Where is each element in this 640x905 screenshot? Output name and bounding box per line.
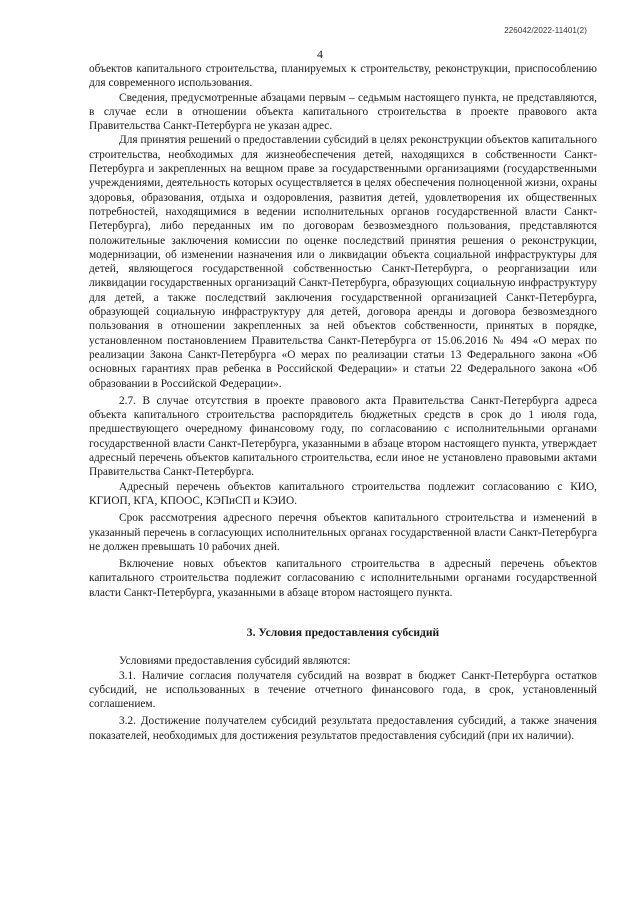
- paragraph-children-objects: Для принятия решений о предоставлении субсидий в целях реконструкции объектов капитального строительства, необходимых для жизнеобеспечения детей, находящихся в собственности Санкт-Петербурга и закрепленных на вещном праве за государственными организациями (государственными учреждениями, деятельность которых осуществляется в целях обеспечения полноценной жизни, охраны здоровья, образования, отдыха и оздоровления, развития детей, удовлетворения их общественных потребностей, находящимися в ведении исполнительных органов государственной власти Санкт-Петербурга), либо переданных им по договорам безвозмездного пользования, представляются положительные заключения комиссии по оценке последствий принятия решения о реконструкции, модернизации, об изменении назначения или о ликвидации объекта социальной инфраструктуры для детей, являющегося государственной собственностью Санкт-Петербурга, о реорганизации или ликвидации государственных организаций Санкт-Петербурга, образующих социальную инфраструктуру для детей, а также последствий заключения государственной организацией Санкт-Петербурга, образующей социальную инфраструктуру для детей, договора аренды и договора безвозмездного пользования в отношении закрепленных за ней объектов собственности, принятых в порядке, установленном постановлением Правительства Санкт-Петербурга от 15.06.2016 № 494 «О мерах по реализации Закона Санкт-Петербурга «О мерах по реализации статьи 13 Федерального закона «Об основных гарантиях прав ребенка в Российской Федерации» и статьи 22 Федерального закона «Об образовании в Российской Федерации».: [89, 134, 597, 390]
- section-title: 3. Условия предоставления субсидий: [246, 625, 440, 639]
- document-body: [89, 62, 597, 743]
- paragraph-3-2: 3.2. Достижение получателем субсидий результата предоставления субсидий, а также значения показателей, необходимых для достижения результатов предоставления субсидий (при их наличии).: [89, 715, 597, 742]
- document-id: 226042/2022-11401(2): [504, 26, 587, 35]
- paragraph-continuation: объектов капитального строительства, планируемых к строительству, реконструкции, приспособлению для современного использования.: [89, 63, 597, 90]
- page-number: 4: [317, 47, 323, 61]
- paragraph-review-term: Срок рассмотрения адресного перечня объектов капитального строительства и изменений в указанный перечень в согласующих исполнительных органах государственной власти Санкт-Петербурга не должен превышать 10 рабочих дней.: [89, 512, 597, 553]
- paragraph-2-7: 2.7. В случае отсутствия в проекте правового акта Правительства Санкт-Петербурга адреса объекта капитального строительства распорядитель бюджетных средств в срок до 1 июля года, предшествующего очередному финансовому году, по согласованию с исполнительными органами государственной власти Санкт-Петербурга, указанными в абзаце втором настоящего пункта, утверждает адресный перечень объектов капитального строительства, если иное не установлено правовыми актами Правительства Санкт-Петербурга.: [89, 394, 597, 479]
- paragraph-conditions-intro: Условиями предоставления субсидий являются:: [119, 655, 351, 668]
- paragraph-address-note: Сведения, предусмотренные абзацами первым – седьмым настоящего пункта, не представляются, в случае если в отношении объекта капитального строительства в проекте правового акта Правительства Санкт-Петербурга не указан адрес.: [89, 91, 597, 133]
- paragraph-agreement-list: Адресный перечень объектов капитального строительства подлежит согласованию с КИО, КГИОП, КГА, КПООС, КЭПиСП и КЭИО.: [89, 480, 597, 507]
- paragraph-new-objects: Включение новых объектов капитального строительства в адресный перечень объектов капитального строительства подлежит согласованию с исполнительными органами государственной власти Санкт-Петербурга, указанными в абзаце втором настоящего пункта.: [89, 558, 597, 599]
- paragraph-3-1: 3.1. Наличие согласия получателя субсидий на возврат в бюджет Санкт-Петербурга остатков субсидий, не использованных в течение отчетного финансового года, в срок, установленный соглашением.: [89, 669, 597, 711]
